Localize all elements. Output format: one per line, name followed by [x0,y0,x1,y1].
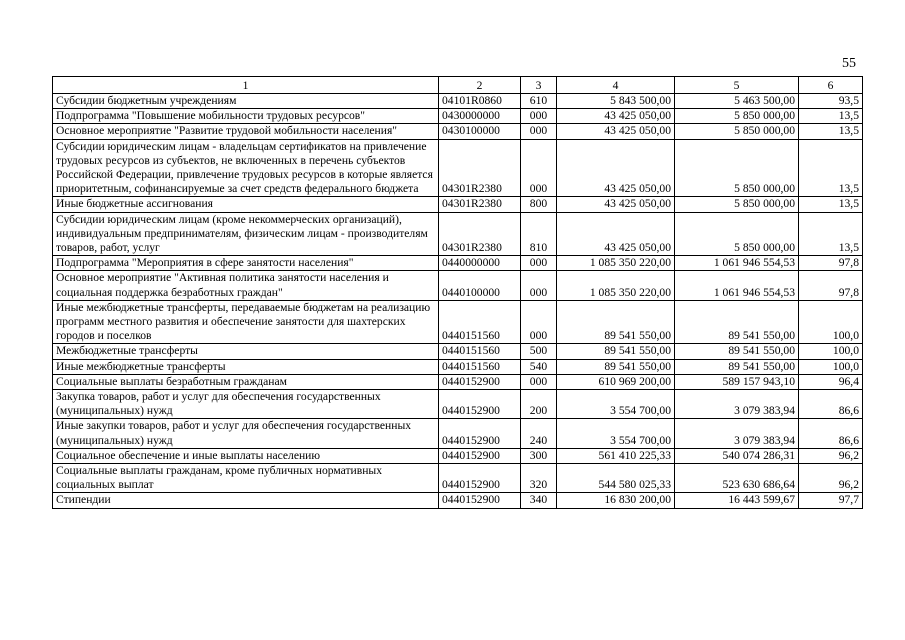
table-row [53,300,863,344]
row-percent: 97,8 [799,256,863,271]
table-row [53,359,863,374]
header-col-5: 5 [675,77,799,94]
row-expense-type: 000 [521,300,557,344]
row-planned-amount: 43 425 050,00 [557,212,675,256]
row-expense-type: 300 [521,448,557,463]
row-code: 0440000000 [439,256,521,271]
row-code: 04101R0860 [439,94,521,109]
row-expense-type: 000 [521,374,557,389]
row-percent: 97,8 [799,271,863,300]
row-actual-amount: 523 630 686,64 [675,464,799,493]
row-code: 0440152900 [439,464,521,493]
row-expense-type: 500 [521,344,557,359]
budget-table [52,76,863,509]
header-col-6: 6 [799,77,863,94]
row-planned-amount: 43 425 050,00 [557,197,675,212]
table-row [53,271,863,300]
row-name: Стипендии [53,493,439,508]
row-expense-type: 000 [521,139,557,197]
row-actual-amount: 3 079 383,94 [675,419,799,448]
row-code: 04301R2380 [439,197,521,212]
row-name: Субсидии юридическим лицам - владельцам сертификатов на привлечение трудовых ресурсов из субъектов, не включенных в перечень субъектов Российской Федерации, привлечение трудовых ресурсов в которые является приоритетным, софинансируемые за счет средств федерального бюджета [53,139,439,197]
row-code: 0440151560 [439,344,521,359]
row-actual-amount: 5 850 000,00 [675,124,799,139]
row-planned-amount: 89 541 550,00 [557,300,675,344]
row-code: 0440152900 [439,493,521,508]
row-percent: 100,0 [799,300,863,344]
header-row [53,77,863,94]
row-expense-type: 340 [521,493,557,508]
table-row [53,419,863,448]
row-name: Субсидии юридическим лицам (кроме некоммерческих организаций), индивидуальным предпринимателям, физическим лицам - производителям товаров, работ, услуг [53,212,439,256]
row-actual-amount: 589 157 943,10 [675,374,799,389]
row-planned-amount: 43 425 050,00 [557,139,675,197]
row-actual-amount: 89 541 550,00 [675,344,799,359]
header-col-3: 3 [521,77,557,94]
row-planned-amount: 43 425 050,00 [557,124,675,139]
row-planned-amount: 3 554 700,00 [557,390,675,419]
table-row [53,344,863,359]
row-actual-amount: 1 061 946 554,53 [675,271,799,300]
row-percent: 13,5 [799,124,863,139]
row-percent: 13,5 [799,109,863,124]
table-row [53,390,863,419]
row-name: Иные закупки товаров, работ и услуг для обеспечения государственных (муниципальных) нужд [53,419,439,448]
row-name: Подпрограмма "Повышение мобильности трудовых ресурсов" [53,109,439,124]
row-planned-amount: 610 969 200,00 [557,374,675,389]
row-name: Иные межбюджетные трансферты [53,359,439,374]
row-name: Социальные выплаты безработным гражданам [53,374,439,389]
row-expense-type: 000 [521,271,557,300]
table-row [53,212,863,256]
header-col-1: 1 [53,77,439,94]
row-actual-amount: 89 541 550,00 [675,300,799,344]
row-percent: 96,4 [799,374,863,389]
row-code: 0440151560 [439,359,521,374]
row-expense-type: 320 [521,464,557,493]
table-row [53,448,863,463]
row-expense-type: 610 [521,94,557,109]
row-expense-type: 540 [521,359,557,374]
row-name: Социальное обеспечение и иные выплаты населению [53,448,439,463]
row-name: Иные бюджетные ассигнования [53,197,439,212]
row-actual-amount: 5 850 000,00 [675,197,799,212]
row-code: 0440152900 [439,448,521,463]
row-code: 04301R2380 [439,212,521,256]
row-expense-type: 800 [521,197,557,212]
row-percent: 13,5 [799,197,863,212]
row-code: 0440100000 [439,271,521,300]
table-row [53,139,863,197]
row-expense-type: 000 [521,109,557,124]
row-planned-amount: 43 425 050,00 [557,109,675,124]
row-code: 0440152900 [439,390,521,419]
row-name: Подпрограмма "Мероприятия в сфере занятости населения" [53,256,439,271]
row-name: Субсидии бюджетным учреждениям [53,94,439,109]
row-actual-amount: 5 850 000,00 [675,139,799,197]
row-percent: 96,2 [799,464,863,493]
row-percent: 97,7 [799,493,863,508]
row-planned-amount: 561 410 225,33 [557,448,675,463]
row-expense-type: 000 [521,124,557,139]
row-planned-amount: 89 541 550,00 [557,344,675,359]
row-planned-amount: 1 085 350 220,00 [557,271,675,300]
row-actual-amount: 3 079 383,94 [675,390,799,419]
row-percent: 13,5 [799,212,863,256]
row-percent: 86,6 [799,390,863,419]
row-name: Основное мероприятие "Развитие трудовой мобильности населения" [53,124,439,139]
row-actual-amount: 5 463 500,00 [675,94,799,109]
row-actual-amount: 89 541 550,00 [675,359,799,374]
row-expense-type: 000 [521,256,557,271]
row-actual-amount: 5 850 000,00 [675,109,799,124]
table-row [53,493,863,508]
row-percent: 13,5 [799,139,863,197]
row-name: Межбюджетные трансферты [53,344,439,359]
row-code: 0440152900 [439,374,521,389]
row-expense-type: 240 [521,419,557,448]
row-percent: 100,0 [799,359,863,374]
row-expense-type: 810 [521,212,557,256]
table-row [53,94,863,109]
table-row [53,124,863,139]
row-planned-amount: 1 085 350 220,00 [557,256,675,271]
row-expense-type: 200 [521,390,557,419]
table-row [53,256,863,271]
row-code: 04301R2380 [439,139,521,197]
row-planned-amount: 89 541 550,00 [557,359,675,374]
table-row [53,464,863,493]
header-col-4: 4 [557,77,675,94]
row-percent: 100,0 [799,344,863,359]
row-planned-amount: 16 830 200,00 [557,493,675,508]
row-name: Основное мероприятие "Активная политика занятости населения и социальная поддержка безработных граждан" [53,271,439,300]
row-code: 0430000000 [439,109,521,124]
row-percent: 86,6 [799,419,863,448]
row-actual-amount: 5 850 000,00 [675,212,799,256]
row-actual-amount: 16 443 599,67 [675,493,799,508]
table-row [53,197,863,212]
row-name: Иные межбюджетные трансферты, передаваемые бюджетам на реализацию программ местного развития и обеспечение занятости для шахтерских городов и поселков [53,300,439,344]
row-code: 0440152900 [439,419,521,448]
row-code: 0440151560 [439,300,521,344]
row-planned-amount: 5 843 500,00 [557,94,675,109]
table-row [53,374,863,389]
row-code: 0430100000 [439,124,521,139]
row-planned-amount: 544 580 025,33 [557,464,675,493]
row-name: Закупка товаров, работ и услуг для обеспечения государственных (муниципальных) нужд [53,390,439,419]
row-planned-amount: 3 554 700,00 [557,419,675,448]
table-row [53,109,863,124]
header-col-2: 2 [439,77,521,94]
row-name: Социальные выплаты гражданам, кроме публичных нормативных социальных выплат [53,464,439,493]
page-number: 55 [842,56,856,71]
row-percent: 93,5 [799,94,863,109]
row-actual-amount: 1 061 946 554,53 [675,256,799,271]
row-percent: 96,2 [799,448,863,463]
row-actual-amount: 540 074 286,31 [675,448,799,463]
